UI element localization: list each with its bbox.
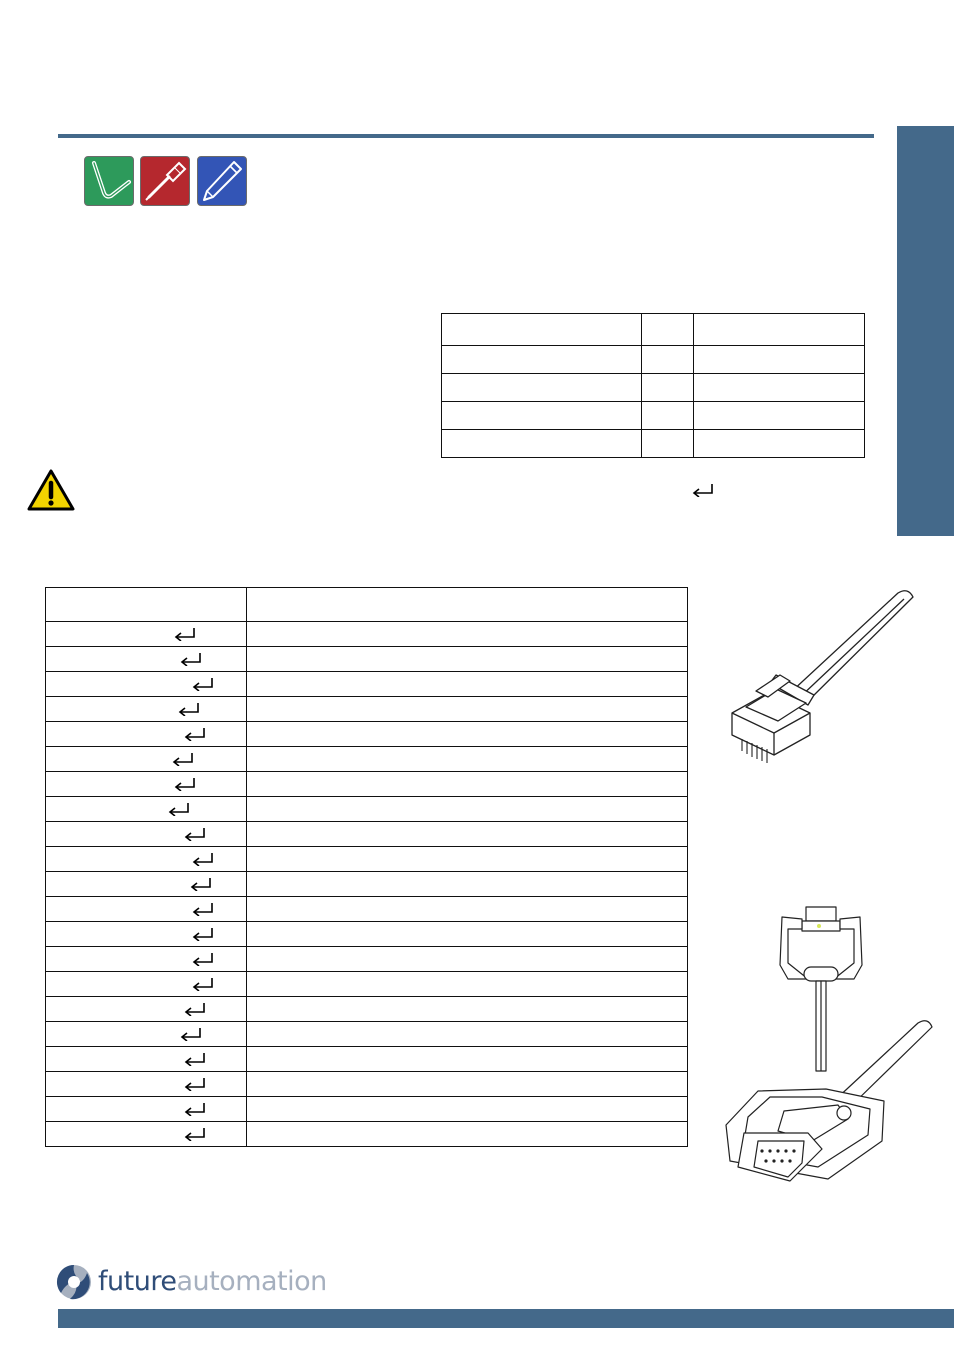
enter-key-icon — [184, 1052, 206, 1066]
section-side-tab — [897, 126, 954, 536]
warning-triangle-icon — [27, 468, 75, 512]
command-cell — [46, 747, 247, 772]
table-row — [46, 847, 688, 872]
allen-key-icon — [84, 156, 134, 206]
enter-key-icon — [192, 927, 214, 941]
description-cell — [247, 897, 688, 922]
description-cell — [247, 847, 688, 872]
table-row — [46, 747, 688, 772]
description-cell — [247, 647, 688, 672]
table-row — [46, 947, 688, 972]
rj-plug-illustration — [718, 585, 918, 770]
enter-key-icon — [174, 627, 196, 641]
command-cell — [46, 697, 247, 722]
command-table — [45, 587, 688, 1147]
db9-connector-illustration — [718, 905, 934, 1200]
description-cell — [247, 972, 688, 997]
table-row — [46, 1072, 688, 1097]
command-cell — [46, 897, 247, 922]
table-row — [442, 402, 865, 430]
table-row — [46, 797, 688, 822]
table-row — [46, 872, 688, 897]
description-cell — [247, 622, 688, 647]
enter-key-icon — [180, 652, 202, 666]
footer-bar — [58, 1309, 954, 1328]
command-cell — [46, 972, 247, 997]
table-row — [46, 997, 688, 1022]
enter-key-icon — [184, 1002, 206, 1016]
table-row — [46, 1097, 688, 1122]
command-cell — [46, 1097, 247, 1122]
description-cell — [247, 772, 688, 797]
logo-text-future: future — [98, 1266, 177, 1297]
table-row — [46, 772, 688, 797]
enter-key-icon — [180, 1027, 202, 1041]
description-cell — [247, 922, 688, 947]
table-row — [46, 622, 688, 647]
description-cell — [247, 697, 688, 722]
enter-key-icon — [192, 902, 214, 916]
enter-key-icon — [184, 1077, 206, 1091]
screwdriver-icon — [140, 156, 190, 206]
table-row — [46, 647, 688, 672]
description-cell — [247, 1097, 688, 1122]
description-cell — [247, 1022, 688, 1047]
command-cell — [46, 1122, 247, 1147]
table-row — [442, 374, 865, 402]
table-row — [442, 346, 865, 374]
enter-key-icon — [192, 977, 214, 991]
table-row — [46, 722, 688, 747]
logo-wordmark — [98, 1264, 327, 1300]
table-row — [442, 430, 865, 458]
description-cell — [247, 672, 688, 697]
table-row — [46, 822, 688, 847]
description-cell — [247, 1047, 688, 1072]
description-cell — [247, 872, 688, 897]
table-header-row — [442, 314, 865, 346]
enter-key-icon — [692, 483, 714, 497]
command-cell — [46, 847, 247, 872]
enter-key-icon — [174, 777, 196, 791]
table-row — [46, 897, 688, 922]
table-row — [46, 1047, 688, 1072]
description-cell — [247, 822, 688, 847]
table-row — [46, 672, 688, 697]
enter-key-icon — [184, 1127, 206, 1141]
command-cell — [46, 622, 247, 647]
description-cell — [247, 1072, 688, 1097]
command-cell — [46, 1047, 247, 1072]
description-cell — [247, 997, 688, 1022]
command-cell — [46, 947, 247, 972]
command-cell — [46, 822, 247, 847]
command-cell — [46, 922, 247, 947]
command-cell — [46, 772, 247, 797]
enter-key-icon — [192, 852, 214, 866]
logo-text-automation: automation — [176, 1266, 327, 1297]
description-cell — [247, 947, 688, 972]
enter-key-icon — [178, 702, 200, 716]
logo-swirl-icon — [56, 1264, 92, 1300]
description-cell — [247, 797, 688, 822]
command-cell — [46, 1022, 247, 1047]
enter-key-icon — [184, 727, 206, 741]
enter-key-icon — [190, 877, 212, 891]
table-row — [46, 1122, 688, 1147]
table-row — [46, 972, 688, 997]
command-cell — [46, 797, 247, 822]
command-cell — [46, 872, 247, 897]
table-row — [46, 697, 688, 722]
header-rule — [58, 134, 874, 138]
settings-table — [441, 313, 865, 458]
enter-key-icon — [192, 677, 214, 691]
table-header-row — [46, 588, 688, 622]
command-cell — [46, 647, 247, 672]
description-cell — [247, 747, 688, 772]
description-cell — [247, 1122, 688, 1147]
command-cell — [46, 1072, 247, 1097]
table-row — [46, 1022, 688, 1047]
enter-key-icon — [184, 827, 206, 841]
table-row — [46, 922, 688, 947]
future-automation-logo — [56, 1262, 327, 1304]
enter-key-icon — [168, 802, 190, 816]
command-cell — [46, 722, 247, 747]
enter-key-icon — [172, 752, 194, 766]
enter-key-icon — [184, 1102, 206, 1116]
command-cell — [46, 997, 247, 1022]
pencil-icon — [197, 156, 247, 206]
enter-key-icon — [192, 952, 214, 966]
description-cell — [247, 722, 688, 747]
command-cell — [46, 672, 247, 697]
